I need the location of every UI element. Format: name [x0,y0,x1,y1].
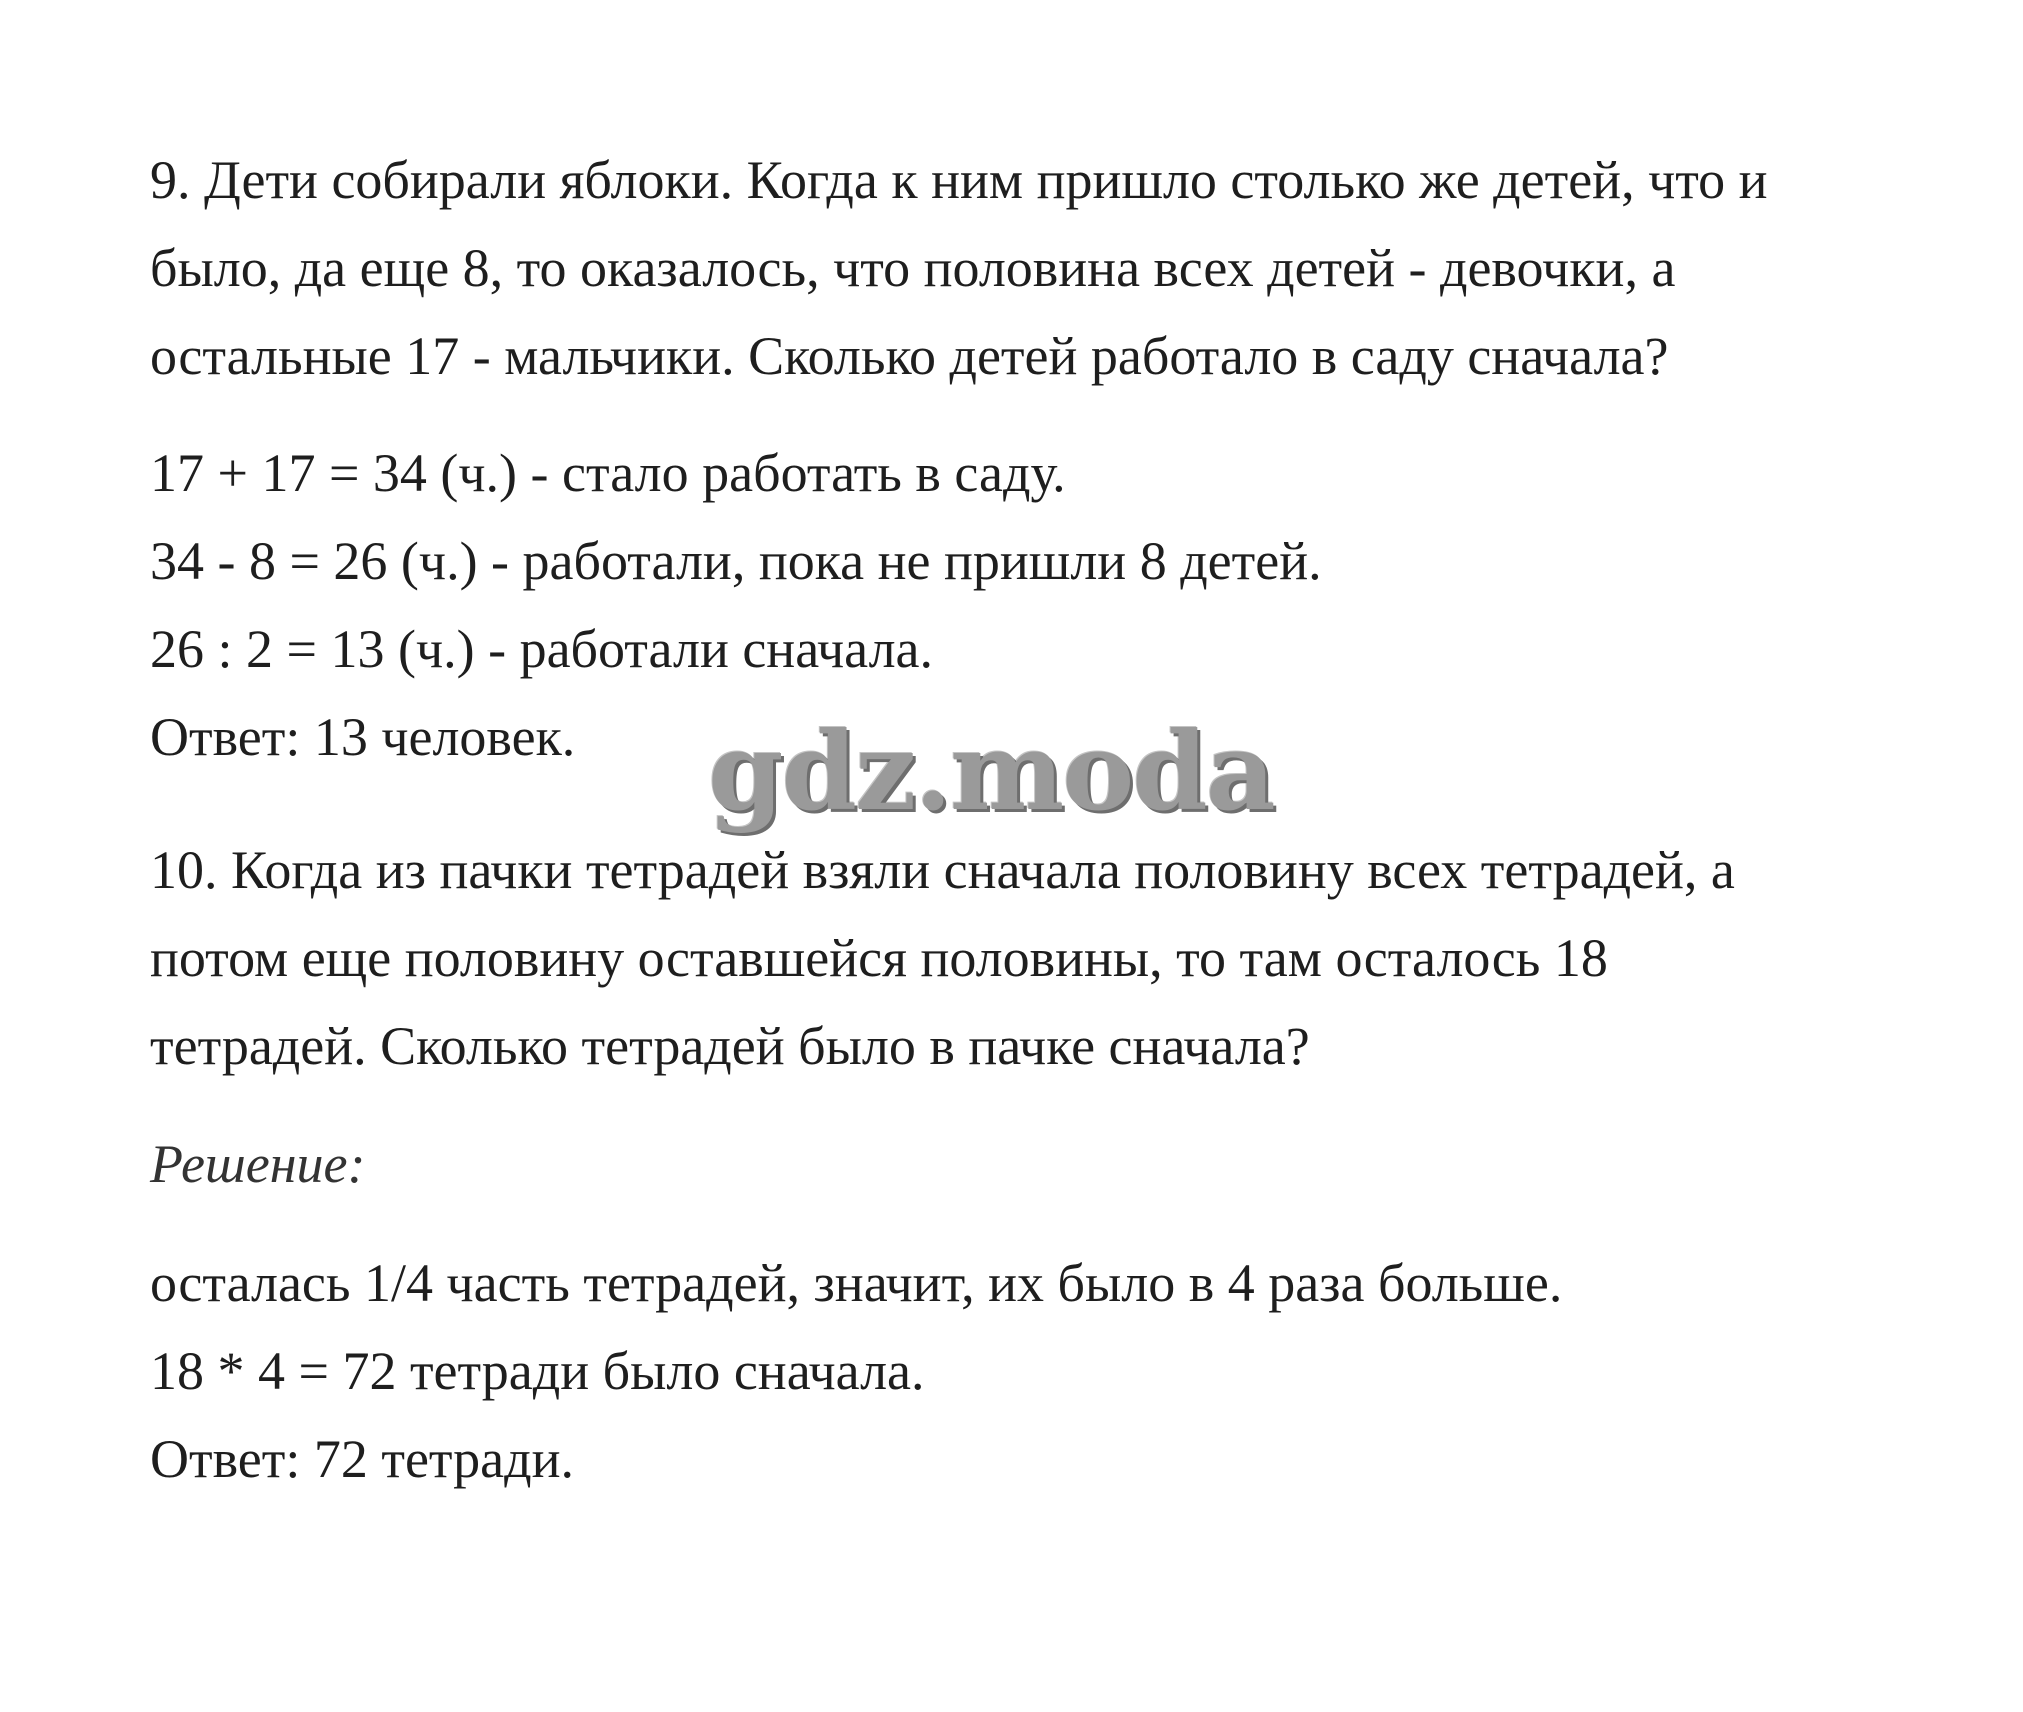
problem-9-answer: Ответ: 13 человек. [150,707,576,767]
problem-9-text-line-2: было, да еще 8, то оказалось, что половина всех детей - девочки, а [150,238,1676,298]
problem-9-text-line-3: остальные 17 - мальчики. Сколько детей работало в саду сначала? [150,326,1669,386]
problem-10-solution-line-2: 18 * 4 = 72 тетради было сначала. [150,1341,925,1401]
problem-10-solution-line-1: осталась 1/4 часть тетрадей, значит, их было в 4 раза больше. [150,1253,1563,1313]
solution-heading: Решение: [150,1134,366,1194]
problem-9-solution-line-1: 17 + 17 = 34 (ч.) - стало работать в саду. [150,443,1066,503]
problem-10-answer: Ответ: 72 тетради. [150,1429,575,1489]
problem-10-text-line-1: 10. Когда из пачки тетрадей взяли сначала половину всех тетрадей, а [150,840,1735,900]
problem-10-text-line-3: тетрадей. Сколько тетрадей было в пачке сначала? [150,1016,1310,1076]
problem-9-text-line-1: 9. Дети собирали яблоки. Когда к ним пришло столько же детей, что и [150,150,1768,210]
problem-9-solution-line-3: 26 : 2 = 13 (ч.) - работали сначала. [150,619,934,679]
problem-10-text-line-2: потом еще половину оставшейся половины, то там осталось 18 [150,928,1608,988]
watermark-logo: gdz.moda [708,709,1274,835]
problem-9-solution-line-2: 34 - 8 = 26 (ч.) - работали, пока не пришли 8 детей. [150,531,1322,591]
